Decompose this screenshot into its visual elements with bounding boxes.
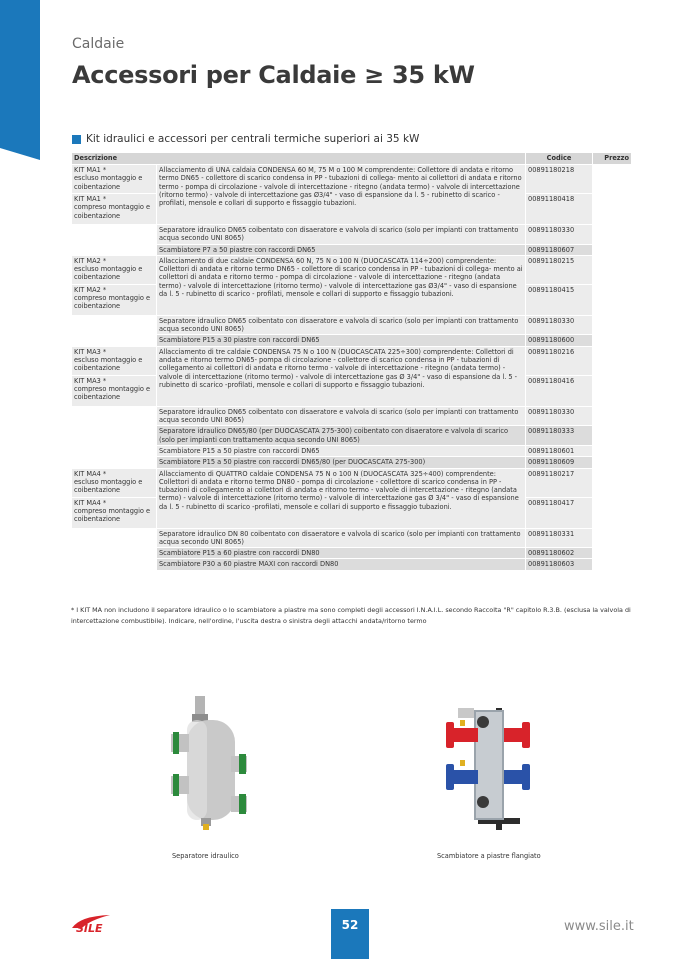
price-cell bbox=[593, 445, 632, 456]
table-row bbox=[72, 548, 632, 559]
table-row bbox=[72, 528, 632, 548]
product-code: 00891180331 bbox=[526, 528, 593, 548]
sile-logo bbox=[70, 912, 114, 934]
kit-note: compreso montaggio e coibentazione bbox=[74, 203, 151, 220]
table-row bbox=[72, 346, 632, 375]
kit-note: compreso montaggio e coibentazione bbox=[74, 506, 151, 524]
kit-description: Allacciamento di QUATTRO caldaie CONDENSA 75 N o 100 N (DUOCASCATA 325÷400) comprendente: Collettori di andata e ritorno termo DN80 - pompa di circolazione - collettore di scarico condensa in PP - tubazioni di collegamento ai collettori di andata e ritorno termo - valvole di intercettazione - ritegno (andata termo) - valvole di intercettazione (ritorno termo) - valvole di intercettazione gas Ø 3/4" - vaso di espansione da l. 5 - rubinetto di scarico -profilati, mensole e collari di supporto e fissaggio tubazioni. bbox=[157, 468, 526, 528]
kit-name: KIT MA3 * bbox=[74, 347, 107, 356]
exchanger-caption: Scambiatore a piastre flangiato bbox=[437, 852, 541, 860]
page-title: Accessori per Caldaie ≥ 35 kW bbox=[72, 61, 475, 89]
kit-note: compreso montaggio e coibentazione bbox=[74, 294, 151, 311]
table-row bbox=[72, 468, 632, 497]
price-cell bbox=[593, 225, 632, 245]
price-cell bbox=[593, 406, 632, 426]
kit-name: KIT MA4 * bbox=[74, 469, 107, 478]
price-cell bbox=[593, 497, 632, 528]
table-subtitle bbox=[72, 133, 419, 145]
table-row bbox=[72, 225, 632, 245]
price-cell bbox=[593, 315, 632, 335]
footnote: * I KIT MA non includono il separatore idraulico o lo scambiatore a piastre ma sono completi degli accessori I.N.A.I.L. secondo Raccolta "R" capitolo R.3.B. (esclusa la valvola di intercettazione combustibile). Indicare, nell'ordine, l'uscita destra o sinistra degli attacchi andata/ritorno termo bbox=[71, 606, 631, 625]
extra-description: Separatore idraulico DN 80 coibentato con disaeratore e valvola di scarico (solo per impianti con trattamento acqua secondo UNI 8065) bbox=[157, 528, 526, 548]
product-table bbox=[71, 152, 632, 571]
extra-description: Scambiatore P7 a 50 piastre con raccordi DN65 bbox=[157, 244, 526, 255]
extra-description: Separatore idraulico DN65 coibentato con disaeratore e valvola di scarico (solo per impianti con trattamento acqua secondo UNI 8065) bbox=[157, 406, 526, 426]
product-code: 00891180333 bbox=[526, 426, 593, 446]
table-row bbox=[72, 244, 632, 255]
product-code: 00891180415 bbox=[526, 284, 593, 315]
price-cell bbox=[593, 284, 632, 315]
product-code: 00891180417 bbox=[526, 497, 593, 528]
website-link[interactable]: www.sile.it bbox=[564, 919, 634, 934]
header-price: Prezzo bbox=[593, 153, 632, 165]
table-row bbox=[72, 406, 632, 426]
product-code: 00891180217 bbox=[526, 468, 593, 497]
square-bullet-icon bbox=[72, 135, 81, 144]
kit-name: KIT MA4 * bbox=[74, 498, 107, 507]
kit-cell bbox=[72, 255, 157, 284]
hydraulic-separator-image bbox=[165, 696, 255, 832]
price-cell bbox=[593, 165, 632, 194]
price-cell bbox=[593, 194, 632, 225]
price-cell bbox=[593, 346, 632, 375]
extra-description: Scambiatore P15 a 50 piastre con raccordi DN65 bbox=[157, 445, 526, 456]
kit-name: KIT MA2 * bbox=[74, 285, 107, 294]
product-code: 00891180330 bbox=[526, 406, 593, 426]
plate-exchanger-image bbox=[438, 700, 538, 834]
product-code: 00891180215 bbox=[526, 255, 593, 284]
product-code: 00891180603 bbox=[526, 559, 593, 570]
kit-cell bbox=[72, 346, 157, 375]
table-row bbox=[72, 335, 632, 346]
header-description: Descrizione bbox=[72, 153, 526, 165]
header-code: Codice bbox=[526, 153, 593, 165]
kit-cell bbox=[72, 194, 157, 225]
product-code: 00891180330 bbox=[526, 315, 593, 335]
product-code: 00891180601 bbox=[526, 445, 593, 456]
price-cell bbox=[593, 426, 632, 446]
kit-cell bbox=[72, 468, 157, 497]
extra-description: Separatore idraulico DN65 coibentato con disaeratore e valvola di scarico (solo per impianti con trattamento acqua secondo UNI 8065) bbox=[157, 315, 526, 335]
extra-description: Separatore idraulico DN65/80 (per DUOCASCATA 275-300) coibentato con disaeratore e valvola di scarico (solo per impianti con trattamento acqua secondo UNI 8065) bbox=[157, 426, 526, 446]
table-row bbox=[72, 165, 632, 194]
kit-cell bbox=[72, 375, 157, 406]
product-code: 00891180216 bbox=[526, 346, 593, 375]
product-code: 00891180330 bbox=[526, 225, 593, 245]
product-code: 00891180416 bbox=[526, 375, 593, 406]
extra-description: Scambiatore P15 a 60 piastre con raccordi DN80 bbox=[157, 548, 526, 559]
price-cell bbox=[593, 468, 632, 497]
kit-cell bbox=[72, 165, 157, 194]
table-row bbox=[72, 315, 632, 335]
product-code: 00891180607 bbox=[526, 244, 593, 255]
table-row bbox=[72, 559, 632, 570]
price-cell bbox=[593, 548, 632, 559]
table-row bbox=[72, 445, 632, 456]
kit-note: escluso montaggio e coibentazione bbox=[74, 265, 143, 282]
subtitle-text: Kit idraulici e accessori per centrali termiche superiori ai 35 kW bbox=[86, 133, 420, 145]
product-code: 00891180418 bbox=[526, 194, 593, 225]
kit-name: KIT MA1 * bbox=[74, 195, 107, 203]
table-row bbox=[72, 255, 632, 284]
table-row bbox=[72, 426, 632, 446]
product-code: 00891180609 bbox=[526, 457, 593, 468]
price-cell bbox=[593, 457, 632, 468]
logo-text: SILE bbox=[76, 922, 103, 934]
kit-cell bbox=[72, 497, 157, 528]
product-code: 00891180218 bbox=[526, 165, 593, 194]
kit-name: KIT MA2 * bbox=[74, 256, 107, 265]
extra-description: Separatore idraulico DN65 coibentato con disaeratore e valvola di scarico (solo per impianti con trattamento acqua secondo UNI 8065) bbox=[157, 225, 526, 245]
extra-description: Scambiatore P15 a 50 piastre con raccordi DN65/80 (per DUOCASCATA 275-300) bbox=[157, 457, 526, 468]
kit-cell bbox=[72, 284, 157, 315]
price-cell bbox=[593, 335, 632, 346]
kit-note: compreso montaggio e coibentazione bbox=[74, 385, 151, 402]
kit-name: KIT MA1 * bbox=[74, 166, 107, 174]
product-code: 00891180600 bbox=[526, 335, 593, 346]
extra-description: Scambiatore P15 a 30 piastre con raccordi DN65 bbox=[157, 335, 526, 346]
section-label: Caldaie bbox=[72, 36, 125, 52]
kit-note: escluso montaggio e coibentazione bbox=[74, 356, 143, 373]
corner-decoration bbox=[0, 0, 40, 165]
table-header-row bbox=[72, 153, 632, 165]
kit-name: KIT MA3 * bbox=[74, 376, 107, 385]
price-cell bbox=[593, 255, 632, 284]
kit-description: Allacciamento di UNA caldaia CONDENSA 60 M, 75 M o 100 M comprendente: Collettore di andata e ritorno termo DN65 - collettore di scarico condensa in PP - tubazioni di collega- mento ai collettori di andata e ritorno termo - pompa di circolazione - valvole di intercettazione - ritegno (andata termo) - valvole di intercettazione (ritorno termo) - valvole di intercettazione gas Ø3/4" - vaso di espansione da l. 5 - rubinetto di scarico - profilati, mensole e collari di supporto e fissaggio tubazioni. bbox=[157, 165, 526, 225]
price-cell bbox=[593, 375, 632, 406]
price-cell bbox=[593, 244, 632, 255]
extra-description: Scambiatore P30 a 60 piastre MAXI con raccordi DN80 bbox=[157, 559, 526, 570]
kit-note: escluso montaggio e coibentazione bbox=[74, 477, 143, 495]
kit-description: Allacciamento di due caldaie CONDENSA 60 N, 75 N o 100 N (DUOCASCATA 114÷200) comprendente: Collettori di andata e ritorno termo DN65 - collettore di scarico condensa in PP - tubazioni di collega- mento ai collettori di andata e ritorno termo - pompa di circolazione - valvole di intercettazione - ritegno (andata termo) - valvole di intercettazione (ritorno termo) - valvole di intercettazione gas Ø3/4" - vaso di espansione da l. 5 - rubinetto di scarico - profilati, mensole e collari di supporto e fissaggio tubazioni. bbox=[157, 255, 526, 315]
kit-note: escluso montaggio e coibentazione bbox=[74, 174, 143, 191]
kit-description: Allacciamento di tre caldaie CONDENSA 75 N o 100 N (DUOCASCATA 225÷300) comprendente: Collettori di andata e ritorno termo DN65- pompa di circolazione - collettore di scarico condensa in PP - tubazioni di collegamento ai collettori di andata e ritorno termo - valvole di intercettazione - ritegno (andata termo) - valvole di intercettazione (ritorno termo) - valvole di intercettazione gas Ø 3/4" - vaso di espansione da l. 5 - rubinetto di scarico -profilati, mensole e collari di supporto e fissaggio tubazioni. bbox=[157, 346, 526, 406]
table-row bbox=[72, 457, 632, 468]
product-code: 00891180602 bbox=[526, 548, 593, 559]
price-cell bbox=[593, 528, 632, 548]
separator-caption: Separatore idraulico bbox=[172, 852, 239, 860]
page-number: 52 bbox=[331, 909, 369, 959]
price-cell bbox=[593, 559, 632, 570]
